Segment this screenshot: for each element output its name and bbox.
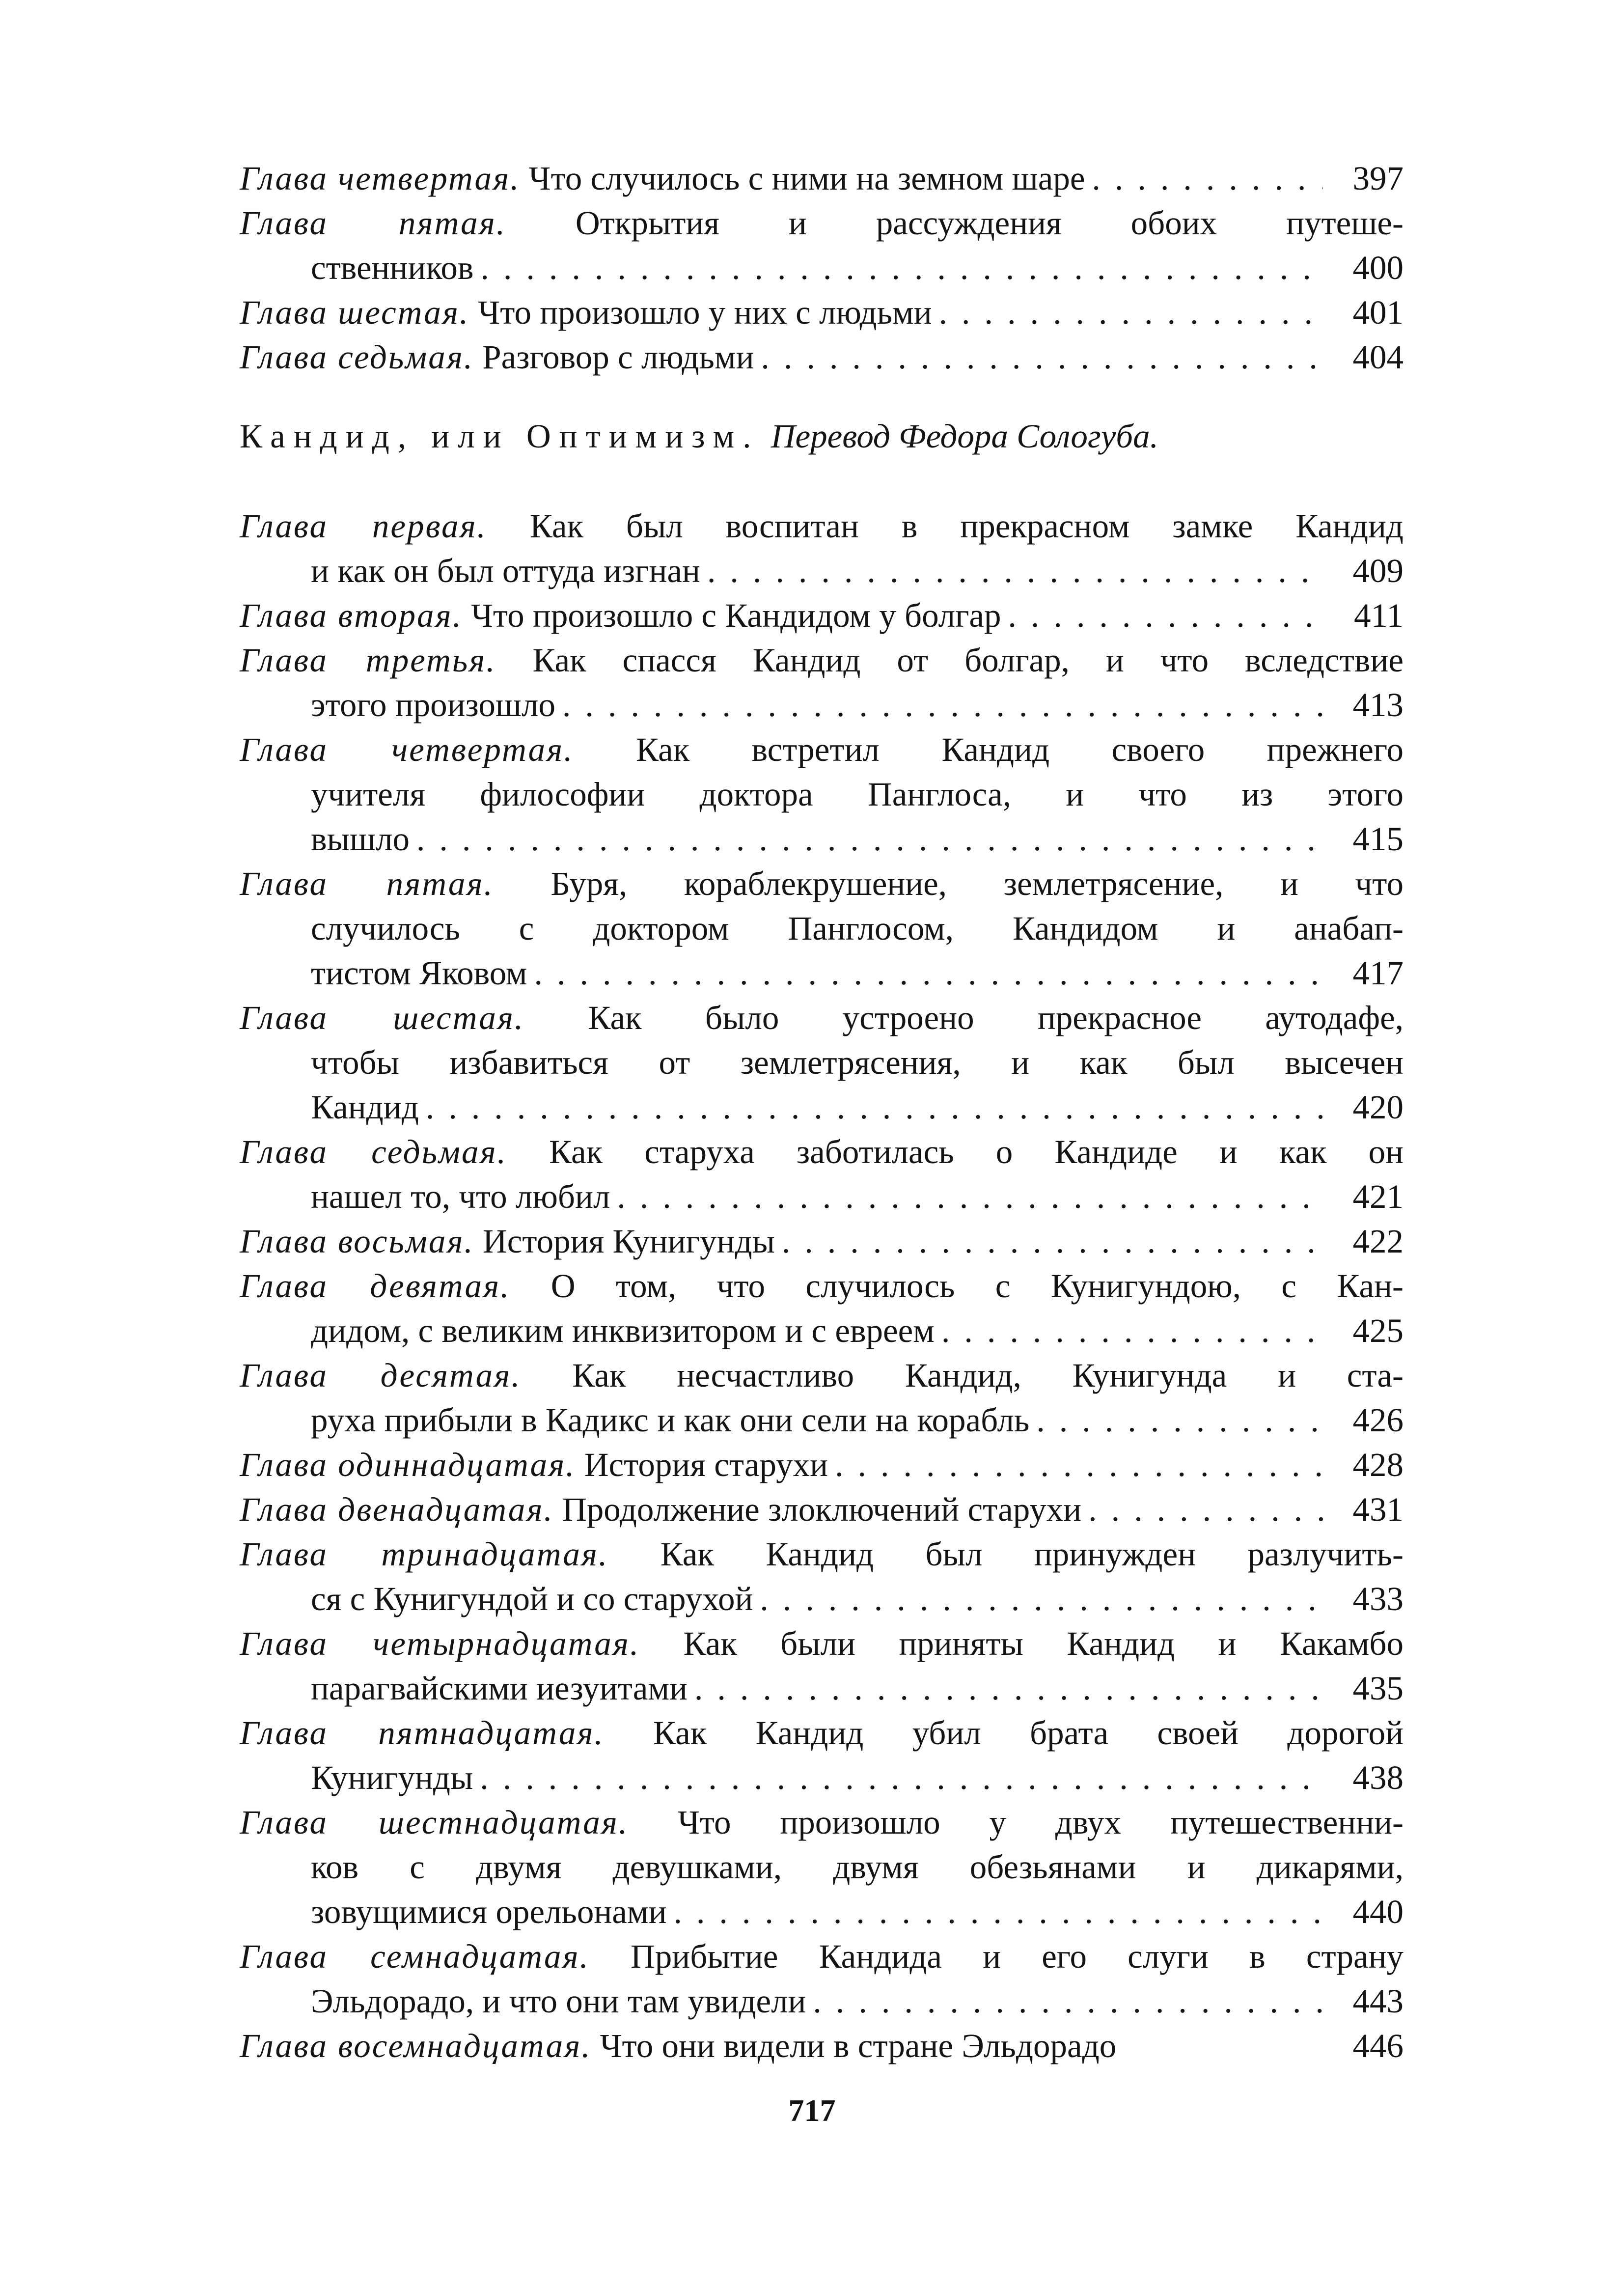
entry-text — [240, 1934, 1404, 1979]
chapter-title-text: Открытия и рассуждения обоих путеше- — [575, 204, 1404, 242]
chapter-title-text: Кунигунды — [311, 1759, 473, 1796]
chapter-title-text: Разговор с людьми — [482, 338, 754, 376]
entry-text — [240, 1219, 775, 1264]
chapter-title-text: Прибытие Кандида и его слуги в страну — [630, 1938, 1404, 1975]
toc-entry — [240, 290, 1404, 335]
toc-entry-line — [240, 504, 1404, 549]
entry-text — [311, 951, 527, 996]
toc-entry-line — [240, 1934, 1404, 1979]
entry-text — [311, 906, 1404, 951]
toc-entry — [240, 2024, 1404, 2068]
entry-text — [240, 1487, 1081, 1532]
toc-list-candide — [240, 504, 1404, 2068]
chapter-label: Глава шестая. — [240, 999, 525, 1036]
chapter-title-text: этого произошло — [311, 686, 555, 724]
toc-entry-line — [240, 1890, 1404, 1934]
entry-text — [311, 1085, 419, 1130]
page-ref: 440 — [1352, 1893, 1404, 1930]
page-ref: 425 — [1352, 1312, 1404, 1349]
toc-entry-line — [240, 683, 1404, 727]
toc-entry-line — [240, 996, 1404, 1040]
entry-text — [311, 1398, 1029, 1443]
toc-entry — [240, 201, 1404, 290]
toc-entry-line — [240, 1532, 1404, 1577]
entry-text — [311, 1845, 1404, 1890]
chapter-label: Глава пятая. — [240, 204, 506, 242]
entry-text — [240, 290, 932, 335]
dot-leader — [534, 951, 1323, 996]
toc-entry — [240, 156, 1404, 201]
page-number: 717 — [788, 2093, 836, 2128]
work-title: Кандид, или Оптимизм. — [240, 418, 760, 455]
toc-entry-line — [240, 1800, 1404, 1845]
toc-entry — [240, 996, 1404, 1130]
toc-entry-line — [240, 156, 1404, 201]
chapter-title-text: Буря, кораблекрушение, землетрясение, и что — [551, 865, 1404, 902]
work-translator: Перевод Федора Сологуба. — [771, 418, 1158, 455]
toc-entry-line — [240, 1577, 1404, 1621]
work-heading — [240, 414, 1404, 459]
dot-leader — [941, 1309, 1323, 1353]
page-ref: 443 — [1352, 1982, 1404, 2020]
page-ref: 397 — [1352, 160, 1404, 197]
chapter-title-text: Что они видели в стране Эльдорадо — [600, 2027, 1117, 2064]
page-ref: 438 — [1352, 1759, 1404, 1796]
dot-leader — [939, 290, 1323, 335]
toc-entry-line — [240, 638, 1404, 683]
entry-text — [311, 817, 410, 862]
dot-leader — [562, 683, 1323, 727]
page-ref: 420 — [1352, 1088, 1404, 1126]
toc-entry-line — [240, 817, 1404, 862]
toc-entry-line — [240, 1040, 1404, 1085]
toc-entry-line — [240, 246, 1404, 290]
entry-text — [311, 683, 555, 727]
dot-leader — [1088, 1487, 1323, 1532]
chapter-title-text: Как Кандид был принужден разлучить- — [660, 1535, 1404, 1573]
toc-entry-line — [240, 1443, 1404, 1487]
chapter-label: Глава восемнадцатая. — [240, 2027, 592, 2064]
toc-entry-line — [240, 549, 1404, 593]
entry-text — [240, 638, 1404, 683]
entry-text — [240, 1621, 1404, 1666]
entry-text — [240, 156, 1085, 201]
chapter-label: Глава семнадцатая. — [240, 1938, 590, 1975]
chapter-title-text: Что произошло с Кандидом у болгар — [471, 597, 1001, 634]
page-ref: 404 — [1352, 338, 1404, 376]
chapter-label: Глава четвертая. — [240, 160, 521, 197]
toc-entry-line — [240, 772, 1404, 817]
entry-text — [240, 201, 1404, 246]
dot-leader — [1092, 156, 1323, 201]
page-ref: 426 — [1352, 1401, 1404, 1439]
entry-text — [240, 1532, 1404, 1577]
table-of-contents — [240, 156, 1404, 2068]
toc-entry — [240, 1621, 1404, 1711]
chapter-title-text: дидом, с великим инквизитором и с евреем — [311, 1312, 935, 1349]
toc-entry-line — [240, 593, 1404, 638]
chapter-label: Глава восьмая. — [240, 1223, 474, 1260]
chapter-label: Глава девятая. — [240, 1267, 511, 1305]
chapter-title-text: Как было устроено прекрасное аутодафе, — [588, 999, 1404, 1036]
toc-entry-line — [240, 290, 1404, 335]
chapter-title-text: зовущимися орельонами — [311, 1893, 667, 1930]
chapter-label: Глава четырнадцатая. — [240, 1625, 640, 1662]
chapter-title-text: чтобы избавиться от землетрясения, и как был высечен — [311, 1044, 1404, 1081]
toc-entry — [240, 1353, 1404, 1443]
dot-leader — [416, 817, 1323, 862]
entry-text — [240, 996, 1404, 1040]
toc-entry-line — [240, 951, 1404, 996]
chapter-title-text: Как Кандид убил брата своей дорогой — [653, 1714, 1404, 1752]
chapter-label: Глава вторая. — [240, 597, 463, 634]
chapter-title-text: Как старуха заботилась о Кандиде и как он — [549, 1133, 1404, 1171]
chapter-title-text: О том, что случилось с Кунигундою, с Кан- — [551, 1267, 1404, 1305]
dot-leader — [617, 1174, 1323, 1219]
toc-entry-line — [240, 1309, 1404, 1353]
dot-leader — [813, 1979, 1323, 2024]
toc-entry-line — [240, 1085, 1404, 1130]
toc-entry-line — [240, 1756, 1404, 1800]
entry-text — [240, 1443, 828, 1487]
toc-entry-line — [240, 1398, 1404, 1443]
toc-entry-line — [240, 1621, 1404, 1666]
page-ref: 446 — [1352, 2027, 1404, 2064]
entry-text — [311, 1309, 935, 1353]
entry-text — [240, 504, 1404, 549]
entry-text — [240, 1264, 1404, 1309]
toc-entry-line — [240, 906, 1404, 951]
entry-text — [240, 593, 1001, 638]
entry-text — [240, 2024, 1116, 2068]
chapter-title-text: ков с двумя девушками, двумя обезьянами и дикарями, — [311, 1848, 1404, 1886]
toc-entry-line — [240, 1487, 1404, 1532]
chapter-label: Глава четвертая. — [240, 731, 574, 768]
page-ref: 422 — [1352, 1223, 1404, 1260]
chapter-label: Глава шестнадцатая. — [240, 1804, 629, 1841]
page-ref: 433 — [1352, 1580, 1404, 1617]
entry-text — [240, 1353, 1404, 1398]
chapter-title-text: История старухи — [584, 1446, 828, 1483]
toc-entry-line — [240, 201, 1404, 246]
chapter-title-text: Как несчастливо Кандид, Кунигунда и ста- — [572, 1357, 1404, 1394]
toc-entry — [240, 727, 1404, 862]
page-ref: 411 — [1354, 597, 1404, 634]
entry-text — [240, 727, 1404, 772]
entry-text — [240, 1800, 1404, 1845]
toc-entry — [240, 593, 1404, 638]
page-ref: 400 — [1352, 249, 1404, 286]
dot-leader — [674, 1890, 1323, 1934]
dot-leader — [782, 1219, 1323, 1264]
entry-text — [240, 1130, 1404, 1174]
page-ref: 431 — [1352, 1491, 1404, 1528]
chapter-title-text: и как он был оттуда изгнан — [311, 552, 700, 589]
toc-entry — [240, 1532, 1404, 1621]
toc-entry-line — [240, 2024, 1404, 2068]
chapter-label: Глава пятнадцатая. — [240, 1714, 605, 1752]
chapter-title-text: Продолжение злоключений старухи — [562, 1491, 1082, 1528]
dot-leader — [707, 549, 1323, 593]
chapter-title-text: ся с Кунигундой и со старухой — [311, 1580, 753, 1617]
chapter-label: Глава одиннадцатая. — [240, 1446, 576, 1483]
page-ref: 435 — [1352, 1670, 1404, 1707]
entry-text — [240, 862, 1404, 906]
toc-list-previous-work — [240, 156, 1404, 380]
chapter-title-text: Как встретил Кандид своего прежнего — [635, 731, 1404, 768]
page-ref: 417 — [1352, 954, 1404, 992]
dot-leader — [760, 1577, 1323, 1621]
entry-text — [311, 246, 473, 290]
toc-entry-line — [240, 335, 1404, 380]
toc-entry — [240, 862, 1404, 996]
entry-text — [311, 1666, 688, 1711]
chapter-label: Глава двенадцатая. — [240, 1491, 554, 1528]
chapter-title-text: тистом Яковом — [311, 954, 527, 992]
toc-entry — [240, 1264, 1404, 1353]
chapter-title-text: Что произошло у двух путешественни- — [677, 1804, 1404, 1841]
entry-text — [311, 1979, 806, 2024]
entry-text — [240, 335, 754, 380]
page-ref: 413 — [1352, 686, 1404, 724]
dot-leader — [1036, 1398, 1323, 1443]
toc-entry-line — [240, 1711, 1404, 1756]
toc-entry — [240, 504, 1404, 593]
toc-entry-line — [240, 727, 1404, 772]
chapter-title-text: ственников — [311, 249, 474, 286]
chapter-title-text: Как были приняты Кандид и Какамбо — [683, 1625, 1404, 1662]
chapter-title-text: Что случилось с ними на земном шаре — [528, 160, 1085, 197]
dot-leader — [694, 1666, 1323, 1711]
toc-entry-line — [240, 1174, 1404, 1219]
page-ref: 409 — [1352, 552, 1404, 589]
toc-entry — [240, 1487, 1404, 1532]
entry-text — [311, 1577, 753, 1621]
entry-text — [311, 549, 700, 593]
chapter-title-text: Как спасся Кандид от болгар, и что вследствие — [532, 641, 1404, 679]
toc-entry — [240, 1219, 1404, 1264]
chapter-title-text: Как был воспитан в прекрасном замке Кандид — [529, 507, 1404, 545]
page-ref: 401 — [1352, 294, 1404, 331]
entry-text — [311, 772, 1404, 817]
chapter-title-text: Кандид — [311, 1088, 419, 1126]
page-ref: 428 — [1352, 1446, 1404, 1483]
chapter-label: Глава третья. — [240, 641, 496, 679]
toc-entry — [240, 1130, 1404, 1219]
chapter-label: Глава десятая. — [240, 1357, 522, 1394]
toc-entry-line — [240, 1845, 1404, 1890]
chapter-title-text: Что произошло у них с людьми — [478, 294, 932, 331]
dot-leader — [1008, 593, 1323, 638]
toc-entry — [240, 1934, 1404, 2024]
chapter-title-text: парагвайскими иезуитами — [311, 1670, 688, 1707]
toc-entry-line — [240, 1666, 1404, 1711]
chapter-title-text: вышло — [311, 820, 410, 858]
toc-entry-line — [240, 1979, 1404, 2024]
chapter-title-text: руха прибыли в Кадикс и как они сели на корабль — [311, 1401, 1030, 1439]
dot-leader — [426, 1085, 1323, 1130]
toc-entry-line — [240, 1130, 1404, 1174]
entry-text — [311, 1040, 1404, 1085]
toc-entry-line — [240, 1264, 1404, 1309]
chapter-label: Глава шестая. — [240, 294, 470, 331]
entry-text — [311, 1756, 473, 1800]
chapter-label: Глава тринадцатая. — [240, 1535, 609, 1573]
entry-text — [311, 1174, 610, 1219]
dot-leader — [761, 335, 1323, 380]
chapter-label: Глава седьмая. — [240, 338, 474, 376]
page-ref: 415 — [1352, 820, 1404, 858]
chapter-title-text: случилось с доктором Панглосом, Кандидом и анабап- — [311, 910, 1404, 947]
chapter-label: Глава седьмая. — [240, 1133, 507, 1171]
chapter-label: Глава пятая. — [240, 865, 494, 902]
chapter-title-text: История Кунигунды — [482, 1223, 775, 1260]
toc-entry-line — [240, 1353, 1404, 1398]
entry-text — [240, 1711, 1404, 1756]
dot-leader — [480, 246, 1323, 290]
toc-entry — [240, 1443, 1404, 1487]
toc-entry — [240, 1711, 1404, 1800]
toc-entry-line — [240, 1219, 1404, 1264]
toc-entry — [240, 638, 1404, 727]
chapter-title-text: учителя философии доктора Панглоса, и что из этого — [311, 776, 1404, 813]
toc-entry-line — [240, 862, 1404, 906]
dot-leader — [835, 1443, 1323, 1487]
toc-entry — [240, 1800, 1404, 1934]
dot-leader — [480, 1756, 1323, 1800]
page-ref: 421 — [1352, 1178, 1404, 1215]
entry-text — [311, 1890, 667, 1934]
chapter-label: Глава первая. — [240, 507, 487, 545]
chapter-title-text: Эльдорадо, и что они там увидели — [311, 1982, 806, 2020]
chapter-title-text: нашел то, что любил — [311, 1178, 610, 1215]
toc-entry — [240, 335, 1404, 380]
